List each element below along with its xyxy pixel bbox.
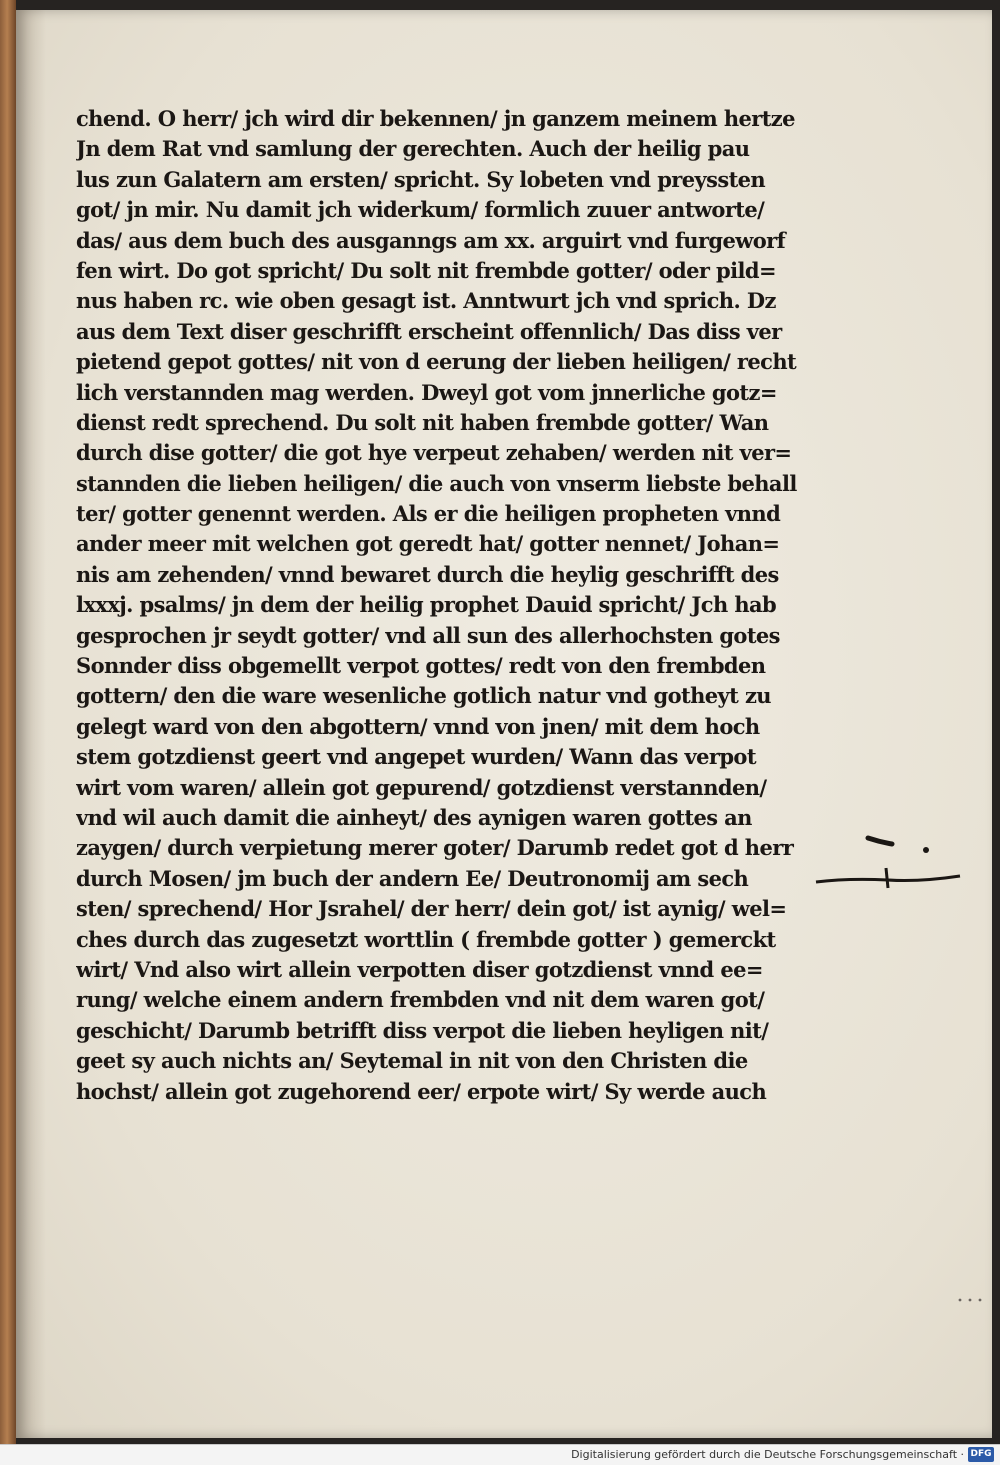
digitization-footer <box>0 1444 1000 1465</box>
text-line: wirt/ Vnd also wirt allein verpotten diser gotzdienst vnnd ee= <box>76 956 763 982</box>
text-line: aus dem Text diser geschrifft erscheint offennlich/ Das diss ver <box>76 318 782 344</box>
text-line: stem gotzdienst geert vnd angepet wurden/ Wann das verpot <box>76 744 756 770</box>
text-line: fen wirt. Do got spricht/ Du solt nit frembde gotter/ oder pild= <box>76 257 776 283</box>
text-line: chend. O herr/ jch wird dir bekennen/ jn ganzem meinem hertze <box>76 106 795 131</box>
text-line: got/ jn mir. Nu damit jch widerkum/ formlich zuuer antworte/ <box>76 197 765 223</box>
text-line: lich verstannden mag werden. Dweyl got vom jnnerliche gotz= <box>76 379 777 405</box>
text-line: pietend gepot gottes/ nit von d eerung der lieben heiligen/ recht <box>76 349 797 375</box>
text-line: gottern/ den die ware wesenliche gotlich natur vnd gotheyt zu <box>76 683 771 709</box>
text-line: hochst/ allein got zugehorend eer/ erpote wirt/ Sy werde auch <box>76 1078 767 1104</box>
text-line: ander meer mit welchen got geredt hat/ gotter nennet/ Johan= <box>76 531 780 557</box>
text-line: vnd wil auch damit die ainheyt/ des aynigen waren gottes an <box>76 804 752 830</box>
text-line: ter/ gotter genennt werden. Als er die heiligen propheten vnnd <box>76 501 781 527</box>
text-line: durch dise gotter/ die got hye verpeut zehaben/ werden nit ver= <box>76 440 792 466</box>
page-text-block <box>76 104 806 1107</box>
text-line: sten/ sprechend/ Hor Jsrahel/ der herr/ dein got/ ist aynig/ wel= <box>76 896 787 922</box>
text-line: wirt vom waren/ allein got gepurend/ gotzdienst verstannden/ <box>76 774 767 800</box>
text-line: Jn dem Rat vnd samlung der gerechten. Auch der heilig pau <box>76 136 750 162</box>
text-line: geschicht/ Darumb betrifft diss verpot die lieben heyligen nit/ <box>76 1017 769 1043</box>
text-line: rung/ welche einem andern frembden vnd nit dem waren got/ <box>76 987 765 1013</box>
text-line: lxxxj. psalms/ jn dem der heilig prophet Dauid spricht/ Jch hab <box>76 592 777 618</box>
page-gutter-shadow <box>16 10 46 1438</box>
margin-dots <box>954 1290 994 1310</box>
text-line: geet sy auch nichts an/ Seytemal in nit von den Christen die <box>76 1048 748 1074</box>
text-line: durch Mosen/ jm buch der andern Ee/ Deutronomij am sech <box>76 865 749 891</box>
text-line: zaygen/ durch verpietung merer goter/ Darumb redet got d herr <box>76 835 794 861</box>
text-line: dienst redt sprechend. Du solt nit haben frembde gotter/ Wan <box>76 409 769 435</box>
text-line: Sonnder diss obgemellt verpot gottes/ redt von den frembden <box>76 653 766 679</box>
text-line: das/ aus dem buch des ausganngs am xx. arguirt vnd furgeworf <box>76 227 786 253</box>
text-line: nus haben rc. wie oben gesagt ist. Anntwurt jch vnd sprich. Dz <box>76 288 776 314</box>
footer-credit: Digitalisierung gefördert durch die Deutsche Forschungsgemeinschaft · <box>571 1448 964 1461</box>
text-line: nis am zehenden/ vnnd bewaret durch die heylig geschrifft des <box>76 561 779 587</box>
text-line: ches durch das zugesetzt worttlin ( frembde gotter ) gemerckt <box>76 926 776 952</box>
book-spine-edge <box>0 0 16 1444</box>
text-line: lus zun Galatern am ersten/ spricht. Sy lobeten vnd preyssten <box>76 166 766 192</box>
text-line: gelegt ward von den abgottern/ vnnd von jnen/ mit dem hoch <box>76 713 760 739</box>
margin-annotation-mark <box>808 828 968 898</box>
dfg-logo: DFG <box>968 1447 994 1462</box>
text-line: gesprochen jr seydt gotter/ vnd all sun des allerhochsten gotes <box>76 622 780 648</box>
text-line: stannden die lieben heiligen/ die auch von vnserm liebste behall <box>76 470 797 496</box>
